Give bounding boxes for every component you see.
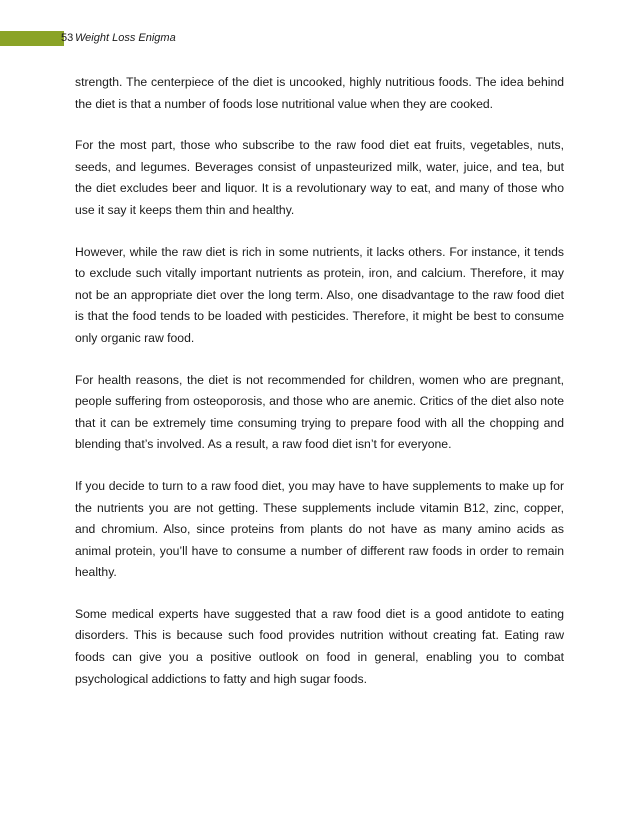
paragraph: If you decide to turn to a raw food diet, you may have to have supplements to make up for the nutrients you are not getting. These supplements include vitamin B12, zinc, copper, and chromium. Also, since proteins from plants do not have as many amino acids as animal protein, you’ll have to consume a number of different raw foods in order to remain healthy. — [75, 478, 564, 580]
page-header-title: Weight Loss Enigma — [75, 32, 176, 44]
paragraph: strength. The centerpiece of the diet is uncooked, highly nutritious foods. The idea behind the diet is that a number of foods lose nutritional value when they are cooked. — [75, 75, 564, 111]
page-number: 53 — [61, 32, 74, 44]
document-body — [75, 72, 564, 710]
paragraph: Some medical experts have suggested that a raw food diet is a good antidote to eating disorders. This is because such food provides nutrition without creating fat. Eating raw foods can give you a positive outlook on food in general, enabling you to combat psychological addictions to fatty and high sugar foods. — [75, 606, 564, 686]
paragraph: However, while the raw diet is rich in some nutrients, it lacks others. For instance, it tends to exclude such vitally important nutrients as protein, iron, and calcium. Therefore, it may not be an appropriate diet over the long term. Also, one disadvantage to the raw food diet is that the food tends to be loaded with pesticides. Therefore, it might be best to consume only organic raw food. — [75, 244, 564, 345]
paragraph: For the most part, those who subscribe to the raw food diet eat fruits, vegetables, nuts, seeds, and legumes. Beverages consist of unpasteurized milk, water, juice, and tea, but the diet excludes beer and liquor. It is a revolutionary way to eat, and many of those who use it say it keeps them thin and healthy. — [75, 138, 564, 217]
header-accent-bar — [0, 31, 64, 46]
paragraph: For health reasons, the diet is not recommended for children, women who are pregnant, people suffering from osteoporosis, and those who are anemic. Critics of the diet also note that it can be extremely time consuming trying to prepare food with all the chopping and blending that’s involved. As a result, a raw food diet isn’t for everyone. — [75, 372, 564, 452]
